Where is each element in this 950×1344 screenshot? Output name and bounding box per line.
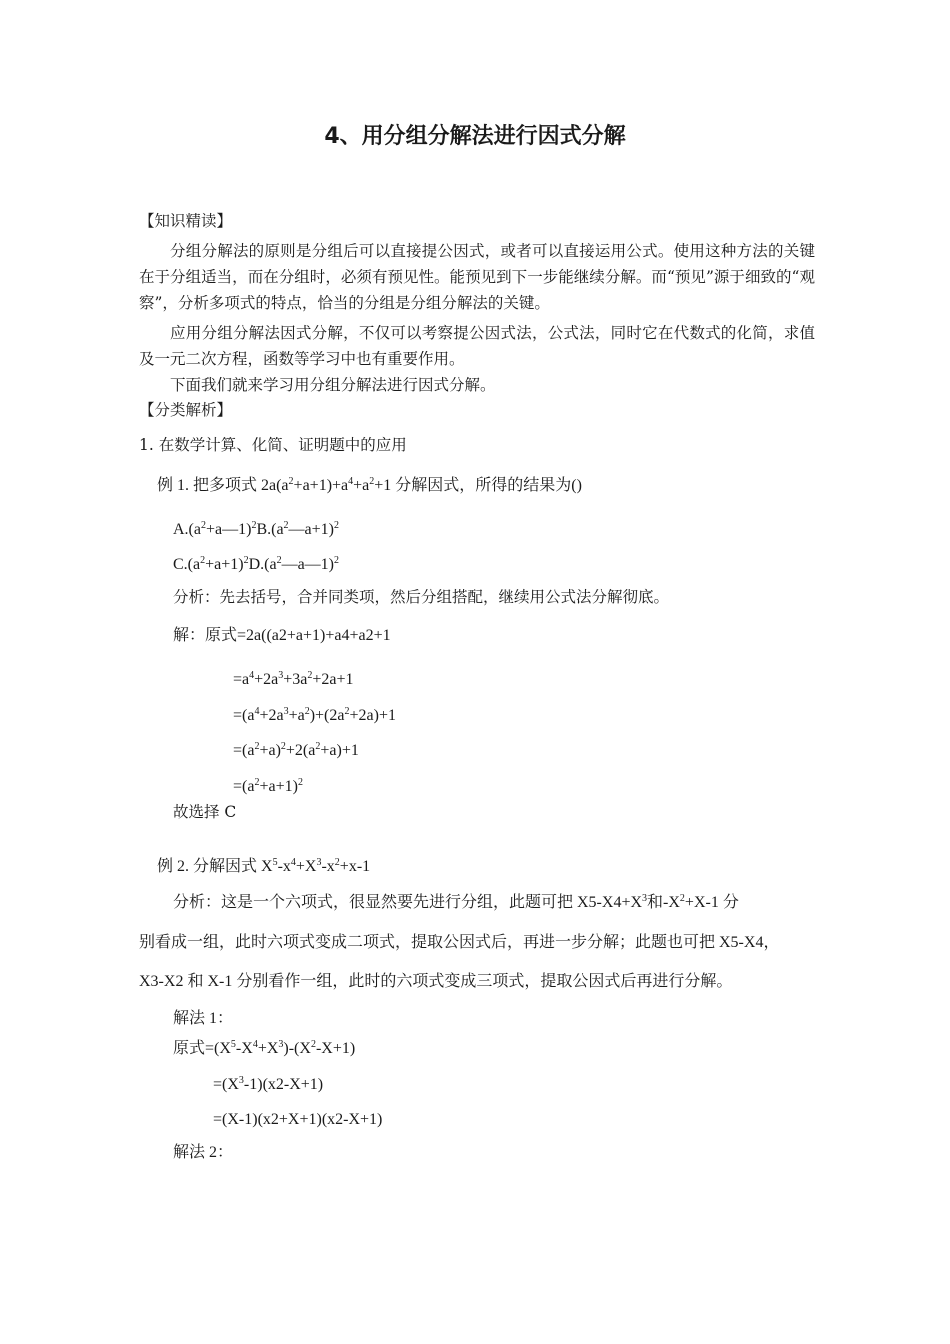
section-header-analysis: 【分类解析】 bbox=[139, 401, 233, 419]
example2-analysis-line-2: 别看成一组，此时六项式变成二项式，提取公因式后，再进一步分解；此题也可把 X5-X4， bbox=[139, 934, 780, 951]
example1-solution-label: 解：原式=2a((a2+a+1)+a4+a2+1 bbox=[173, 627, 391, 644]
example1-step-1: $=a^4+2a^3+3a^2+2a+1$ bbox=[233, 670, 354, 688]
example2-method2-label: 解法 2： bbox=[173, 1144, 234, 1161]
example1-options-cd: $C.(a^2+a+1)^2D.(a^2—a—1)^2$ bbox=[173, 555, 340, 573]
example2-analysis-line-3: X3-X2 和 X-1 分别看作一组，此时的六项式变成三项式，提取公因式后再进行分解。 bbox=[139, 973, 733, 990]
page-title: 4、用分组分解法进行因式分解 bbox=[324, 124, 626, 149]
example1-options-ab: $A.(a^2+a—1)^2B.(a^2—a+1)^2$ bbox=[173, 520, 339, 538]
list-item-1: 1. 在数学计算、化简、证明题中的应用 bbox=[139, 436, 407, 454]
example1-conclusion: 故选择 C bbox=[173, 803, 237, 821]
section-header-knowledge: 【知识精读】 bbox=[139, 212, 233, 230]
paragraph-intro-1: 分组分解法的原则是分组后可以直接提公因式，或者可以直接运用公式。使用这种方法的关键在于分组适当，而在分组时，必须有预见性。能预见到下一步能继续分解。而“预见”源于细致的“观察”，分析多项式的特点，恰当的分组是分组分解法的关键。 bbox=[139, 242, 815, 312]
example2-method1-line-2: $=(X^3-1)(x2-X+1)$ bbox=[213, 1075, 324, 1093]
example1-question: 例 1. 把多项式 $2a(a^2+a+1)+a^4+a^2+1$ 分解因式，所得的结果为() bbox=[157, 476, 582, 494]
example2-method1-line-3: =(X-1)(x2+X+1)(x2-X+1) bbox=[213, 1111, 383, 1128]
example1-step-2: $=(a^4+2a^3+a^2)+(2a^2+2a)+1$ bbox=[233, 706, 396, 724]
example1-step-4: $=(a^2+a+1)^2$ bbox=[233, 777, 303, 795]
example2-method1-line-1: 原式$=(X^5-X^4+X^3)-(X^2-X+1)$ bbox=[173, 1039, 356, 1057]
example1-step-3: $=(a^2+a)^2+2(a^2+a)+1$ bbox=[233, 741, 359, 759]
example1-analysis: 分析：先去括号，合并同类项，然后分组搭配，继续用公式法分解彻底。 bbox=[173, 588, 670, 606]
paragraph-intro-2: 应用分组分解法因式分解，不仅可以考察提公因式法，公式法，同时它在代数式的化简，求值及一元二次方程，函数等学习中也有重要作用。 bbox=[139, 324, 815, 368]
example2-analysis-line-1: 分析：这是一个六项式，很显然要先进行分组，此题可把 $X5-X4+X^3$和$-X^2+X-1$ 分 bbox=[173, 893, 739, 911]
example2-method1-label: 解法 1： bbox=[173, 1010, 234, 1027]
paragraph-intro-3: 下面我们就来学习用分组分解法进行因式分解。 bbox=[170, 376, 496, 394]
example2-question: 例 2. 分解因式 $X^5-x^4+X^3-x^2+x-1$ bbox=[157, 857, 371, 875]
